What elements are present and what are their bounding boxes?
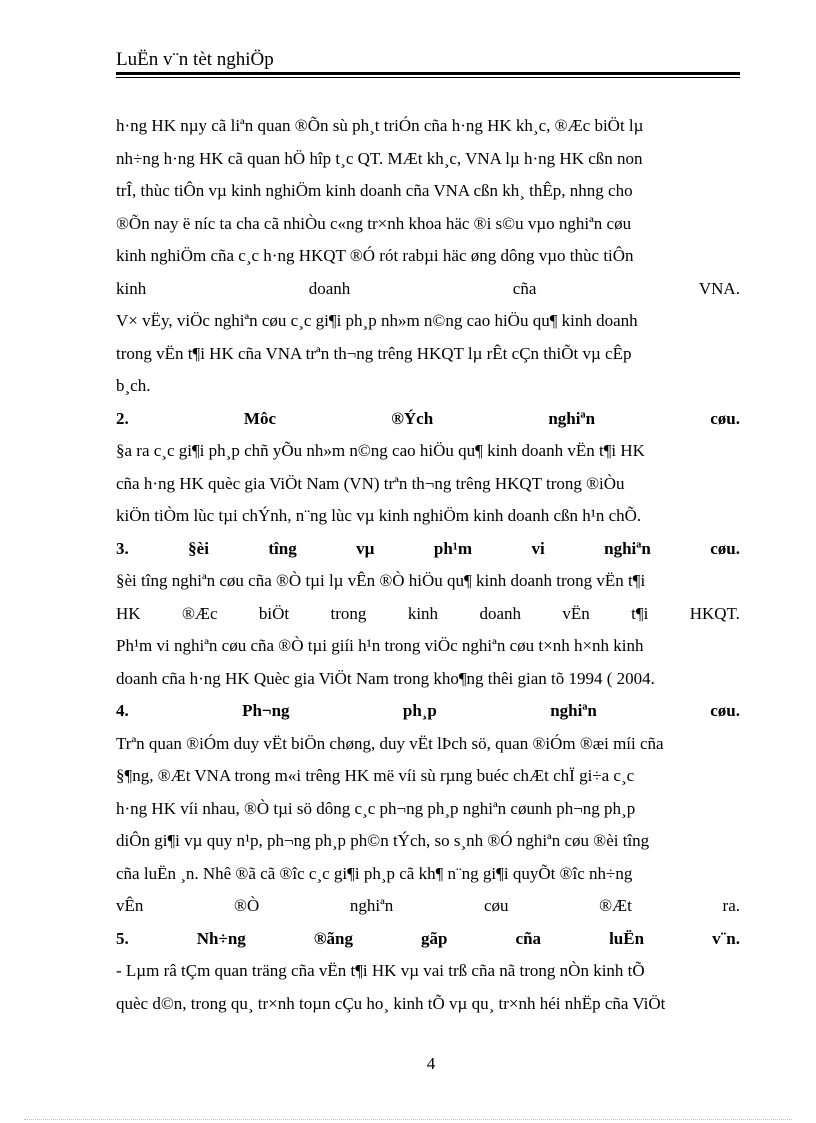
word: ph¸p — [402, 701, 437, 720]
text-line: §¶ng, ®Æt VNA trong m«i trêng HK më víi sù rµng buéc chÆt chÏ gi÷a c¸c — [116, 766, 635, 785]
justified-line — [116, 890, 740, 923]
word: cña — [515, 928, 542, 948]
word: biÖt — [258, 603, 290, 623]
word: tîng — [268, 538, 297, 558]
word: 4. — [116, 701, 129, 720]
word: 5. — [116, 928, 129, 948]
word: ra. — [722, 896, 740, 915]
word: ®Æt — [599, 896, 632, 915]
word: cøu. — [710, 408, 740, 428]
text-line: Ph¹m vi nghiªn cøu cña ®Ò tµi giíi h¹n trong viÖc nghiªn cøu t×nh h×nh kinh — [116, 636, 644, 655]
word: Ph¬ng — [242, 701, 290, 720]
page-bottom-border — [24, 1119, 792, 1120]
text-line: quèc d©n, trong qu¸ tr×nh toµn cÇu ho¸ kinh tÕ vµ qu¸ tr×nh héi nhËp cña ViÖt — [116, 993, 666, 1013]
word: cøu — [483, 896, 509, 915]
word: Nh÷ng — [196, 928, 246, 948]
word: cña — [512, 278, 537, 298]
word: trong — [330, 603, 367, 623]
section-heading — [116, 533, 740, 566]
text-line: b¸ch. — [116, 376, 151, 395]
page-number: 4 — [426, 1054, 436, 1073]
word: nghiªn — [349, 896, 394, 915]
word: doanh — [308, 278, 351, 298]
text-line: h·ng HK nµy cã liªn quan ®Õn sù ph¸t triÓn cña h·ng HK kh¸c, ®Æc biÖt lµ — [116, 116, 644, 135]
document-body — [116, 110, 740, 1020]
text-line: cña luËn ¸n. Nhê ®ã cã ®îc c¸c gi¶i ph¸p cã kh¶ n¨ng gi¶i quyÕt ®îc nh÷ng — [116, 863, 633, 883]
word: VNA. — [698, 278, 740, 298]
text-line: nh÷ng h·ng HK cã quan hÖ hîp t¸c QT. MÆt kh¸c, VNA lµ h·ng HK cßn non — [116, 148, 643, 168]
section-heading — [116, 403, 740, 436]
word: ®Ých — [391, 408, 434, 428]
word: HK — [116, 603, 141, 623]
word: gãp — [421, 928, 448, 948]
justified-line — [116, 598, 740, 631]
text-line: §a ra c¸c gi¶i ph¸p chñ yÕu nh»m n©ng cao hiÖu qu¶ kinh doanh vËn t¶i HK — [116, 441, 645, 460]
word: ®Æc — [181, 603, 218, 623]
word: cøu. — [710, 538, 740, 558]
word: HKQT. — [689, 603, 740, 623]
word: vµ — [356, 538, 375, 558]
section-heading — [116, 695, 740, 728]
section-heading — [116, 923, 740, 956]
word: 3. — [116, 538, 129, 558]
word: 2. — [116, 408, 129, 428]
text-line: kiÖn tiÒm lùc tµi chÝnh, n¨ng lùc vµ kinh nghiÖm kinh doanh cßn h¹n chÕ. — [116, 506, 642, 525]
text-line: - Lµm râ tÇm quan träng cña vËn t¶i HK vµ vai trß cña nã trong nÒn kinh tÕ — [116, 961, 645, 980]
word: ®Ò — [234, 896, 260, 915]
text-line: trong vËn t¶i HK cña VNA trªn th¬ng trêng HKQT lµ rÊt cÇn thiÕt vµ cÊp — [116, 343, 632, 363]
word: §èi — [188, 538, 209, 558]
word: vËn — [562, 603, 590, 623]
word: nghiªn — [604, 538, 651, 558]
word: ®ãng — [313, 928, 353, 948]
text-line: Trªn quan ®iÓm duy vËt biÖn chøng, duy vËt lÞch sö, quan ®iÓm ®æi míi cña — [116, 733, 664, 753]
word: vi — [531, 538, 545, 558]
word: ph¹m — [433, 538, 473, 558]
justified-line — [116, 273, 740, 306]
text-line: §èi tîng nghiªn cøu cña ®Ò tµi lµ vÊn ®Ò hiÖu qu¶ kinh doanh trong vËn t¶i — [116, 571, 646, 590]
word: doanh — [479, 603, 521, 623]
word: nghiªn — [550, 701, 597, 720]
text-line: trÎ, thùc tiÔn vµ kinh nghiÖm kinh doanh cña VNA cßn kh¸ thÊp, nhng cho — [116, 181, 633, 200]
text-line: ®Õn nay ë níc ta cha cã nhiÒu c«ng tr×nh khoa häc ®i s©u vµo nghiªn cøu — [116, 213, 632, 233]
word: kinh — [116, 278, 147, 298]
word: v¨n. — [712, 928, 740, 948]
text-line: V× vËy, viÖc nghiªn cøu c¸c gi¶i ph¸p nh»m n©ng cao hiÖu qu¶ kinh doanh — [116, 311, 638, 330]
text-line: doanh cña h·ng HK Quèc gia ViÖt Nam trong kho¶ng thêi gian tõ 1994 ( 2004. — [116, 668, 655, 688]
word: cøu. — [710, 701, 740, 720]
header-rule-thick — [116, 72, 740, 75]
text-line: diÔn gi¶i vµ quy n¹p, ph¬ng ph¸p ph©n tÝch, so s¸nh ®Ó nghiªn cøu ®èi tîng — [116, 831, 650, 850]
page-header-title: LuËn v¨n tèt nghiÖp — [116, 49, 274, 70]
text-line: cña h·ng HK quèc gia ViÖt Nam (VN) trªn th¬ng trêng HKQT trong ®iÒu — [116, 473, 625, 493]
word: Môc — [243, 408, 277, 428]
word: luËn — [609, 928, 645, 948]
word: t¶i — [631, 603, 649, 623]
word: kinh — [407, 603, 439, 623]
header-rule-thin — [116, 77, 740, 78]
word: vÊn — [116, 896, 144, 915]
text-line: h·ng HK víi nhau, ®Ò tµi sö dông c¸c ph¬ng ph¸p nghiªn cøunh ph¬ng ph¸p — [116, 798, 636, 818]
text-line: kinh nghiÖm cña c¸c h·ng HKQT ®Ó rót rabµi häc øng dông vµo thùc tiÔn — [116, 246, 634, 265]
word: nghiªn — [548, 408, 596, 428]
